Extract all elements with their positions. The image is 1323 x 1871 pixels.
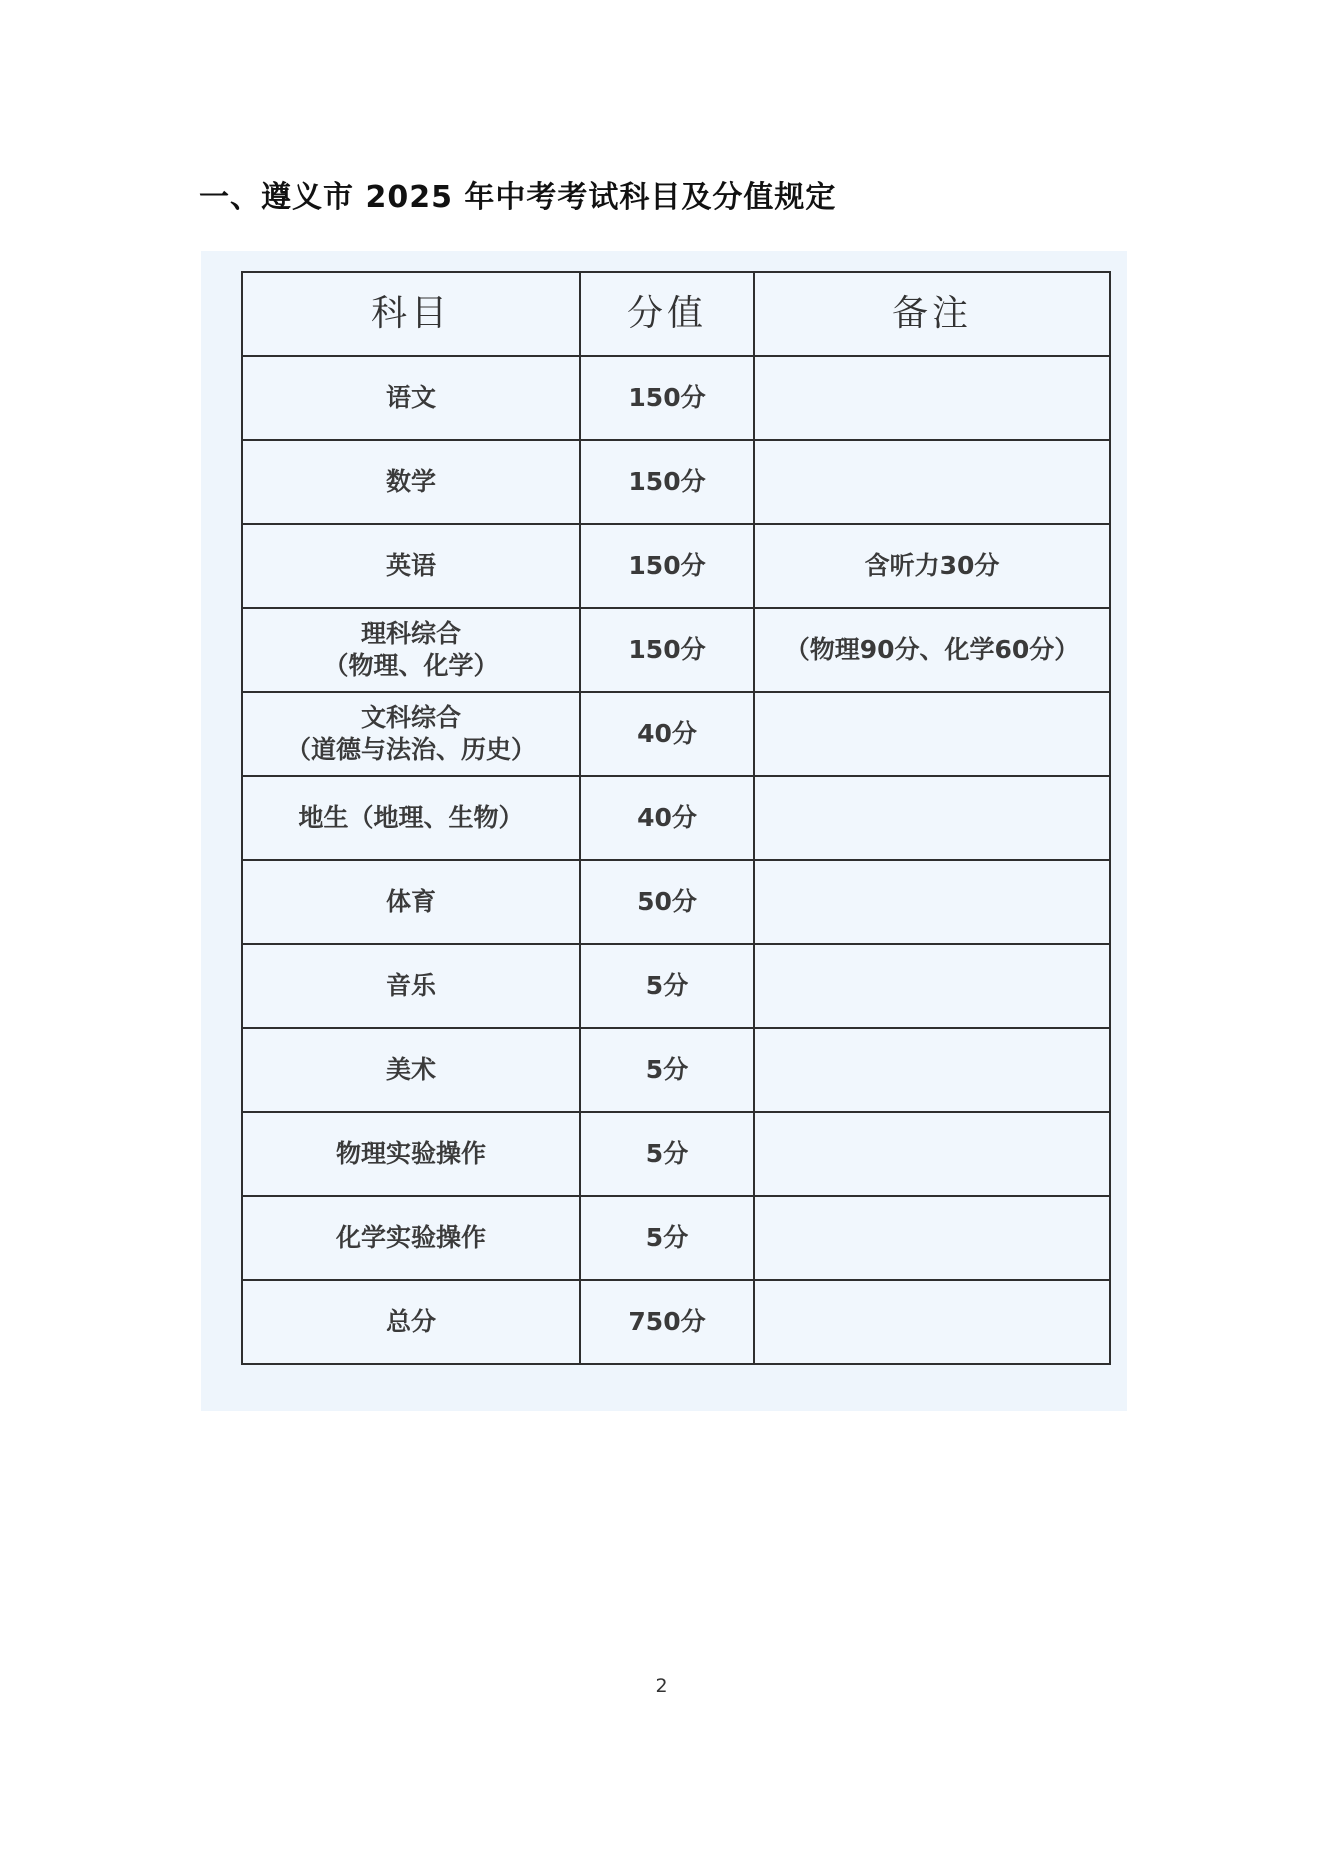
score-cell: 150分 [580,524,754,608]
note-cell [754,944,1110,1028]
subject-cell: 美术 [242,1028,580,1112]
score-cell: 150分 [580,440,754,524]
subject-cell: 物理实验操作 [242,1112,580,1196]
score-cell: 5分 [580,1028,754,1112]
table-header-row [242,272,1110,356]
table-row [242,356,1110,440]
score-cell: 40分 [580,776,754,860]
subject-cell: 语文 [242,356,580,440]
note-cell [754,356,1110,440]
subject-cell: 总分 [242,1280,580,1364]
table-row [242,860,1110,944]
header-score: 分值 [580,272,754,356]
table-row [242,1280,1110,1364]
score-cell: 150分 [580,356,754,440]
note-cell: 含听力30分 [754,524,1110,608]
score-cell: 150分 [580,608,754,692]
note-cell: （物理90分、化学60分） [754,608,1110,692]
table-row [242,608,1110,692]
subject-cell: 地生（地理、生物） [242,776,580,860]
note-cell [754,692,1110,776]
table-panel [201,251,1127,1411]
subject-cell: 化学实验操作 [242,1196,580,1280]
score-table [241,271,1111,1365]
table-row [242,692,1110,776]
table-row [242,440,1110,524]
note-cell [754,1112,1110,1196]
subject-cell: 英语 [242,524,580,608]
subject-cell: 理科综合 （物理、化学） [242,608,580,692]
note-cell [754,1196,1110,1280]
score-cell: 5分 [580,1196,754,1280]
table-row [242,524,1110,608]
page-title: 一、遵义市 2025 年中考考试科目及分值规定 [199,180,837,215]
subject-cell: 音乐 [242,944,580,1028]
subject-cell: 文科综合 （道德与法治、历史） [242,692,580,776]
subject-cell: 数学 [242,440,580,524]
header-subject: 科目 [242,272,580,356]
score-cell: 40分 [580,692,754,776]
score-cell: 50分 [580,860,754,944]
score-cell: 750分 [580,1280,754,1364]
table-row [242,1112,1110,1196]
note-cell [754,1280,1110,1364]
table-row [242,1196,1110,1280]
score-cell: 5分 [580,1112,754,1196]
score-cell: 5分 [580,944,754,1028]
table-row [242,1028,1110,1112]
note-cell [754,440,1110,524]
page-number: 2 [655,1675,668,1697]
table-row [242,776,1110,860]
table-row [242,944,1110,1028]
note-cell [754,776,1110,860]
note-cell [754,860,1110,944]
header-note: 备注 [754,272,1110,356]
note-cell [754,1028,1110,1112]
subject-cell: 体育 [242,860,580,944]
